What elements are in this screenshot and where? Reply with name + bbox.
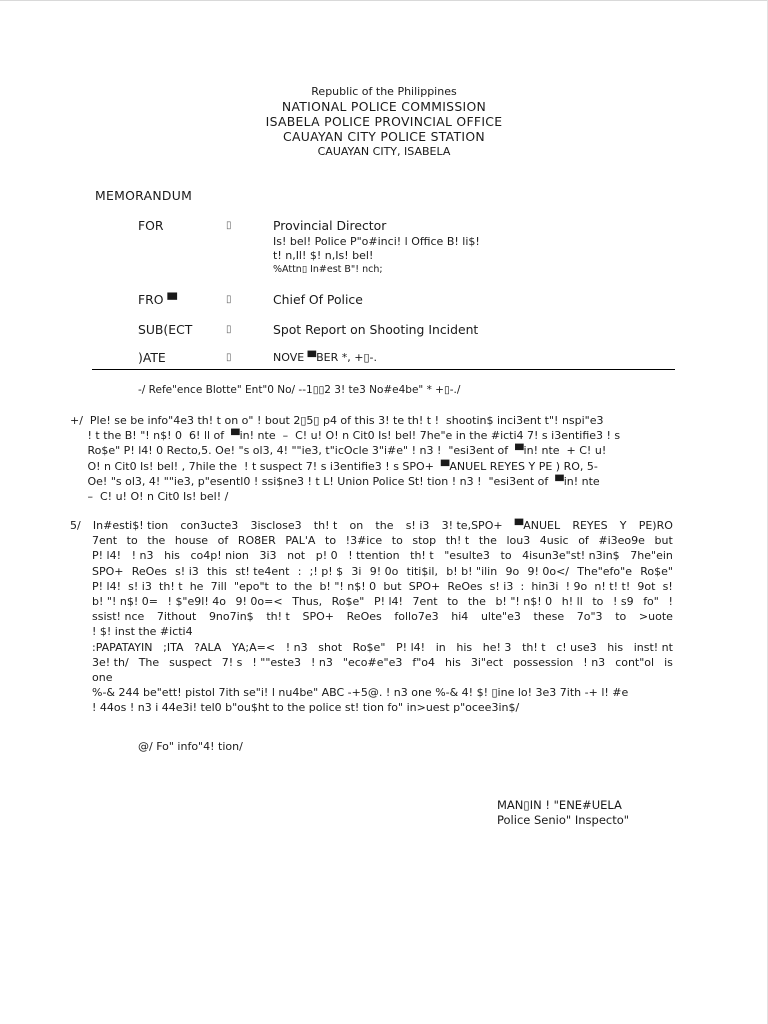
paragraph-2-line	[92, 548, 673, 563]
paragraph-2-word: 7ill	[210, 579, 227, 593]
for-sub-line-3: %Attn▯ In#est B"! nch;	[273, 264, 383, 275]
paragraph-2-word: th! t	[410, 549, 434, 563]
paragraph-2-word: PE)RO	[638, 519, 673, 532]
paragraph-2-word: th! t	[159, 579, 183, 593]
paragraph-2-word: not	[287, 549, 306, 563]
paragraph-2-word: YA;A=<	[232, 640, 276, 654]
paragraph-2-line	[92, 609, 673, 624]
paragraph-2-word: 9! 0o=<	[235, 595, 283, 609]
paragraph-2-word: of	[217, 534, 229, 548]
paragraph-2-word: to	[592, 595, 604, 609]
paragraph-2-word: 9! 0o</	[527, 564, 570, 578]
header-commission: NATIONAL POLICE COMMISSION	[281, 99, 487, 114]
paragraph-2-word: ! ""este3	[252, 655, 301, 669]
paragraph-2-word: f"o4	[412, 655, 436, 669]
paragraph-2-word: ! $"e9l! 4o	[167, 595, 226, 609]
paragraph-2-word: the	[294, 579, 313, 593]
for-sub-line-1: Is! bel! Police P"o#inci! l Office B! li$!	[273, 235, 480, 248]
paragraph-2-word: on	[349, 519, 364, 532]
paragraph-2-word: co4p! nion	[190, 549, 249, 563]
paragraph-2-word: to	[391, 534, 403, 548]
paragraph-2-line	[92, 594, 673, 609]
paragraph-2-word: th! t	[266, 610, 290, 624]
paragraph-1-line: Oe! "s ol3, 4! ""ie3, p"esentl0 ! ssi$ne3 ! t L! Union Police St! tion ! n3 ! "esi3ent of ▀in! nte	[70, 474, 600, 488]
paragraph-2-word: "epo"t	[233, 579, 269, 593]
paragraph-1-line: Ro$e" P! l4! 0 Recto,5. Oe! "s ol3, 4! ""ie3, t"icOcle 3"i#e" ! n3 ! "esi3ent of ▀in! nte + C! u!	[70, 444, 607, 458]
paragraph-2-word: 4usic	[539, 534, 569, 548]
paragraph-2-word: ! ttention	[348, 549, 400, 563]
from-colon: ▯	[226, 294, 232, 305]
paragraph-2-word: The	[138, 655, 160, 669]
paragraph-2-word: hi4	[451, 610, 469, 624]
paragraph-2-word: PAL'A	[285, 534, 316, 548]
for-colon: ▯	[226, 220, 232, 231]
from-label: FRO ▀	[138, 292, 177, 307]
paragraph-2-word: >uote	[638, 610, 673, 624]
paragraph-1-line: +/ Ple! se be info"4e3 th! t on o" ! bout 2▯5▯ p4 of this 3! te th! t ! shootin$ inci3ent t"! nspi"e3	[70, 414, 604, 427]
paragraph-2-word: P! l4!	[92, 549, 122, 563]
paragraph-2-word: stop	[412, 534, 437, 548]
paragraph-2-word: 7ent	[412, 595, 438, 609]
paragraph-2-word: 3! te,SPO+	[441, 519, 503, 532]
paragraph-2-word: 7ithout	[156, 610, 197, 624]
paragraph-2-word: b! "! n$! 0=	[92, 595, 158, 609]
paragraph-2-word: !	[668, 595, 673, 609]
paragraph-2-word: 3isclose3	[250, 519, 302, 532]
paragraph-2-word: 7o"3	[576, 610, 603, 624]
date-colon: ▯	[226, 352, 232, 363]
date-label: )ATE	[138, 350, 166, 365]
paragraph-2-word: s! i3	[128, 579, 152, 593]
header-republic: Republic of the Philippines	[311, 85, 457, 98]
paragraph-2-word: 5/	[70, 519, 81, 532]
paragraph-2-word: his	[607, 640, 624, 654]
paragraph-2-line	[92, 640, 673, 655]
paragraph-2-word: to	[325, 534, 337, 548]
paragraph-2-word: his	[456, 640, 473, 654]
paragraph-2-word: SPO+	[92, 564, 124, 578]
paragraph-2-word: to	[615, 610, 627, 624]
paragraph-2-word: th! t	[445, 534, 470, 548]
paragraph-2-word: st! te4ent	[235, 564, 290, 578]
for-label: FOR	[138, 218, 164, 233]
paragraph-2-word: of	[578, 534, 589, 548]
paragraph-2-line	[92, 564, 673, 579]
paragraph-2-word: inst! nt	[633, 640, 673, 654]
paragraph-2-word: SPO+	[408, 579, 441, 593]
paragraph-2-word: fo"	[643, 595, 659, 609]
paragraph-2-word: !3#ice	[345, 534, 383, 548]
paragraph-2-word: 7ent	[92, 534, 118, 548]
paragraph-2-word: ReOes	[447, 579, 483, 593]
paragraph-2-word: 4isun3e"st! n3in$	[522, 549, 620, 563]
paragraph-1-line: ! t the B! "! n$! 0 6! ll of ▀in! nte – C! u! O! n Cit0 Is! bel! 7he"e in the #icti4 7! s i3entifie3 ! s	[70, 429, 621, 443]
paragraph-2-word: P! l4!	[396, 640, 426, 654]
paragraph-2-word: lou3	[506, 534, 531, 548]
paragraph-2-line	[92, 579, 673, 594]
paragraph-2-word: In#esti$! tion	[92, 519, 169, 532]
paragraph-2-word: The"efo"e	[577, 564, 632, 578]
paragraph-2-word: n! t! t!	[594, 579, 631, 593]
paragraph-2-line	[92, 624, 673, 639]
subject-value: Spot Report on Shooting Incident	[273, 322, 479, 337]
paragraph-2-word: to	[500, 549, 512, 563]
paragraph-2-word: ;ITA	[163, 640, 184, 654]
paragraph-2-word: con3ucte3	[180, 519, 239, 532]
paragraph-2-word: ?ALA	[194, 640, 222, 654]
paragraph-2-word: th! t	[522, 640, 546, 654]
paragraph-2-word: s!	[662, 579, 673, 593]
header-police-station: CAUAYAN CITY POLICE STATION	[283, 129, 485, 144]
paragraph-2-word: suspect	[169, 655, 212, 669]
paragraph-2-word: REYES	[572, 519, 608, 532]
paragraph-2-word: :PAPATAYIN	[92, 640, 153, 654]
paragraph-2-word: Ro$e"	[640, 564, 673, 578]
paragraph-2-word: ReOes	[346, 610, 382, 624]
paragraph-2-word: ! n3	[311, 655, 333, 669]
paragraph-2-word: 9no7in$	[208, 610, 254, 624]
date-value: NOVE ▀BER *, +▯-.	[273, 351, 377, 364]
paragraph-2-word: P! l4!	[92, 579, 122, 593]
paragraph-2-word: "eco#e"e3	[342, 655, 403, 669]
paragraph-2-word: house	[174, 534, 209, 548]
reference-line: -/ Refe"ence Blotte" Ent"0 No/ --1▯▯2 3! te3 No#e4be" * +▯-./	[138, 384, 461, 396]
paragraph-2-line	[92, 685, 673, 700]
paragraph-2-line	[70, 518, 673, 533]
paragraph-1	[70, 413, 620, 504]
header-provincial-office: ISABELA POLICE PROVINCIAL OFFICE	[265, 114, 503, 129]
signatory-rank: Police Senio" Inspecto"	[497, 813, 630, 827]
paragraph-2-word: ! n3	[131, 549, 154, 563]
paragraph-2-word: ssist! nce	[92, 610, 145, 624]
paragraph-2-word: ! $! inst the #icti4	[92, 625, 193, 639]
paragraph-2-word: Thus,	[292, 595, 323, 609]
paragraph-2-word: 3i3	[259, 549, 277, 563]
paragraph-2-word: h! ll	[561, 595, 583, 609]
paragraph-2-word: ReOes	[131, 564, 167, 578]
signature-block	[497, 798, 629, 828]
paragraph-2-word: the	[467, 595, 486, 609]
paragraph-2-line	[92, 533, 673, 548]
paragraph-2-word: ! 9o	[565, 579, 588, 593]
paragraph-2-word: in	[435, 640, 446, 654]
paragraph-2-word: SPO+	[302, 610, 334, 624]
paragraph-2-word: b! "! n$! 0	[495, 595, 553, 609]
page-edge-top	[0, 0, 768, 1]
paragraph-2-word: Ro$e"	[352, 640, 386, 654]
paragraph-1-line: O! n Cit0 Is! bel! , 7hile the ! t suspect 7! s i3entifie3 ! s SPO+ ▀ANUEL REYES Y PE ) RO, 5-	[70, 459, 598, 473]
memo-title: MEMORANDUM	[95, 188, 193, 203]
paragraph-2-word: ! 44os ! n3 i 44e3i! tel0 b"ou$ht to the police st! tion fo" in>uest p"ocee3in$/	[92, 701, 520, 715]
paragraph-2-word: b! "! n$! 0	[319, 579, 377, 593]
paragraph-2-word: #i3eo9e	[598, 534, 645, 548]
paragraph-2-word: the	[375, 519, 394, 532]
paragraph-2-word: s! i3	[405, 519, 430, 532]
paragraph-2-line	[92, 670, 673, 685]
paragraph-2-word: is	[664, 655, 673, 669]
paragraph-2-word: s! i3	[175, 564, 199, 578]
paragraph-2-word: he! 3	[482, 640, 512, 654]
paragraph-1-line: – C! u! O! n Cit0 Is! bel! /	[70, 490, 229, 504]
paragraph-2-word: 3e! th/	[92, 655, 129, 669]
from-value: Chief Of Police	[273, 292, 363, 307]
paragraph-2-word: ! s9	[612, 595, 634, 609]
paragraph-2	[70, 518, 673, 716]
paragraph-2-word: possession	[513, 655, 574, 669]
paragraph-2-word: the	[147, 534, 166, 548]
for-sub-line-2: t! n,Il! $! n,Is! bel!	[273, 249, 374, 262]
paragraph-2-word: c! use3	[556, 640, 597, 654]
paragraph-2-word: 9! 0o	[369, 564, 399, 578]
paragraph-2-word: "esulte3	[444, 549, 490, 563]
paragraph-2-word: but	[654, 534, 673, 548]
paragraph-2-word: one	[92, 671, 113, 685]
paragraph-2-word: ▀ANUEL	[514, 519, 561, 532]
paragraph-2-word: ! n3	[285, 640, 308, 654]
paragraph-2-word: b! b! "ilin	[446, 564, 498, 578]
paragraph-2-word: to	[447, 595, 459, 609]
paragraph-2-word: %-& 244 be"ett! pistol 7ith se"i! l nu4be" ABC -+5@. ! n3 one %-& 4! $! ▯ine lo! 3e3 7ith -+ l! #e	[92, 686, 629, 700]
paragraph-2-word: th! t	[313, 519, 338, 532]
paragraph-2-word: Ro$e"	[331, 595, 365, 609]
paragraph-2-word: P! l4!	[373, 595, 403, 609]
paragraph-2-word: Y	[619, 519, 627, 532]
paragraph-2-word: :	[520, 579, 525, 593]
for-value: Provincial Director	[273, 218, 387, 233]
paragraph-2-word: p! 0	[315, 549, 338, 563]
paragraph-2-word: 9ot	[637, 579, 656, 593]
paragraph-2-word: ulte"e3	[480, 610, 521, 624]
paragraph-2-line	[92, 655, 673, 670]
paragraph-2-word: these	[533, 610, 565, 624]
header-city: CAUAYAN CITY, ISABELA	[317, 145, 451, 158]
paragraph-3: @/ Fo" info"4! tion/	[138, 740, 243, 753]
paragraph-2-word: his	[445, 655, 461, 669]
paragraph-2-word: 3i"ect	[470, 655, 504, 669]
paragraph-2-word: follo7e3	[394, 610, 439, 624]
letterhead	[0, 84, 768, 159]
paragraph-2-word: but	[383, 579, 402, 593]
paragraph-2-word: 3i	[351, 564, 362, 578]
paragraph-2-word: cont"ol	[615, 655, 655, 669]
paragraph-2-word: hin3i	[531, 579, 559, 593]
subject-colon: ▯	[226, 324, 232, 335]
paragraph-2-word: ! n3	[583, 655, 606, 669]
paragraph-2-word: shot	[318, 640, 343, 654]
paragraph-2-word: he	[189, 579, 204, 593]
paragraph-2-word: 9o	[505, 564, 520, 578]
paragraph-2-word: :	[297, 564, 302, 578]
paragraph-2-word: his	[164, 549, 180, 563]
paragraph-2-line	[92, 700, 673, 715]
paragraph-2-word: ;! p! $	[309, 564, 344, 578]
paragraph-2-word: 7he"ein	[630, 549, 673, 563]
paragraph-2-word: this	[207, 564, 228, 578]
paragraph-2-word: titi$il,	[406, 564, 438, 578]
paragraph-2-word: to	[276, 579, 288, 593]
header-divider	[92, 369, 675, 370]
paragraph-2-word: s! i3	[489, 579, 514, 593]
paragraph-2-word: RO8ER	[237, 534, 276, 548]
paragraph-2-word: 7! s	[221, 655, 243, 669]
paragraph-2-word: the	[478, 534, 497, 548]
signatory-name: MAN▯IN ! "ENE#UELA	[497, 798, 622, 812]
subject-label: SUB(ECT	[138, 322, 193, 337]
paragraph-2-word: to	[126, 534, 138, 548]
